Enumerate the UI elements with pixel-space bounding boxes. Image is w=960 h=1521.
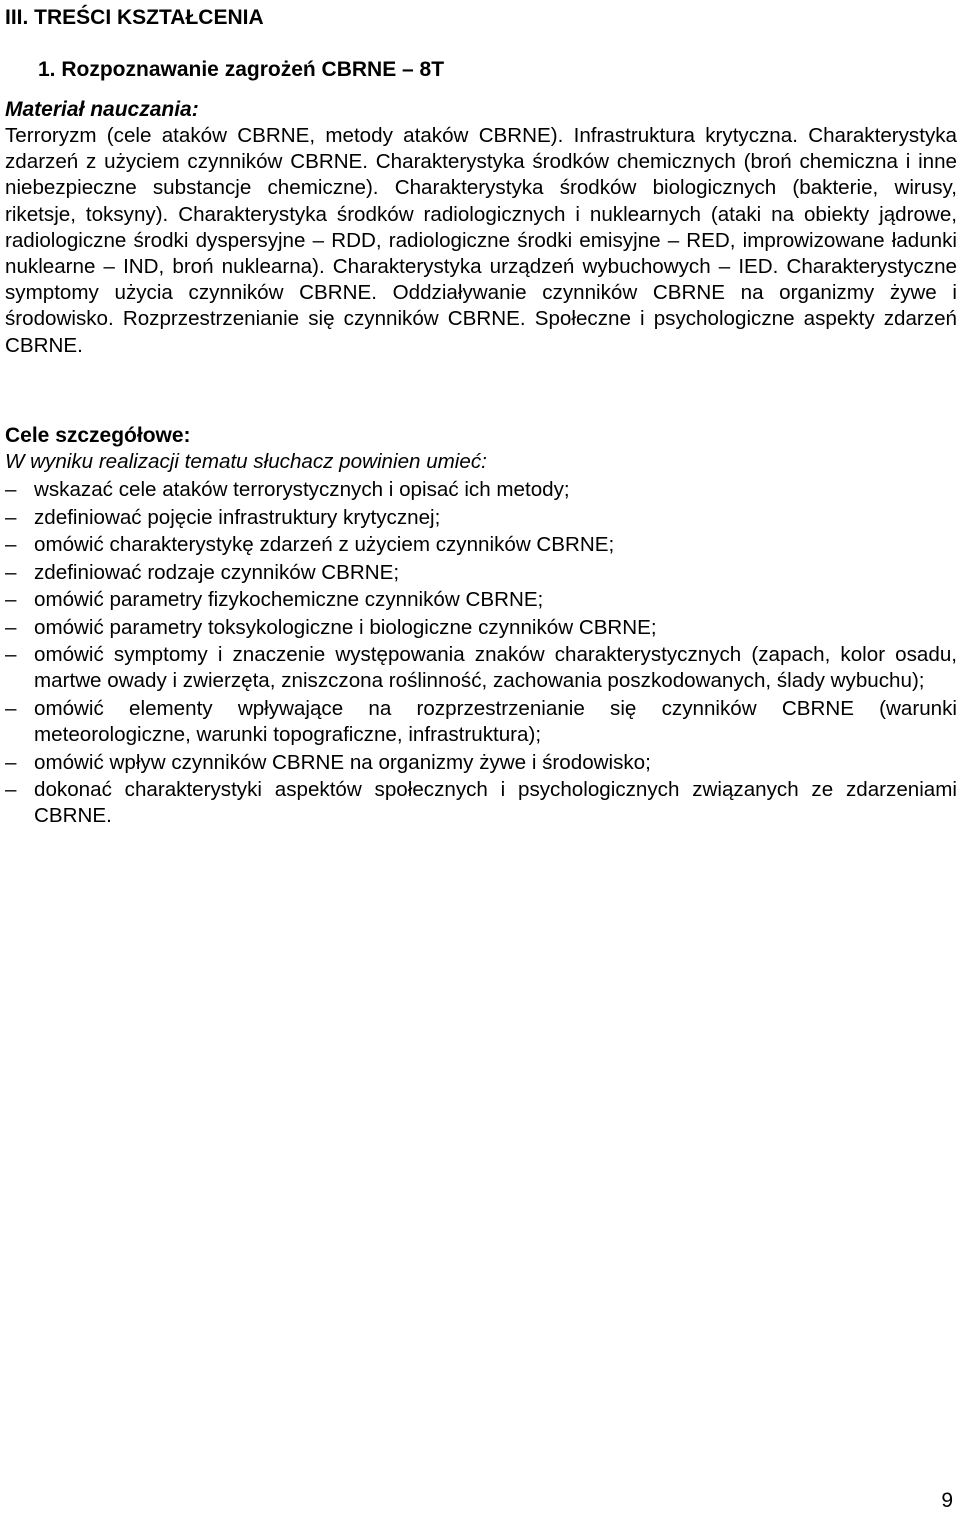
objectives-list bbox=[5, 477, 957, 829]
section-heading: III. TREŚCI KSZTAŁCENIA bbox=[5, 6, 264, 29]
objective-text: omówić wpływ czynników CBRNE na organizmy żywe i środowisko; bbox=[34, 750, 651, 774]
dash-bullet-icon: – bbox=[5, 778, 17, 802]
dash-bullet-icon: – bbox=[5, 588, 17, 612]
dash-bullet-icon: – bbox=[5, 615, 17, 639]
objectives-intro: W wyniku realizacji tematu słuchacz powinien umieć: bbox=[5, 449, 487, 473]
objective-item bbox=[5, 615, 957, 641]
objective-item bbox=[5, 587, 957, 613]
objective-item bbox=[5, 505, 957, 531]
objective-item bbox=[5, 560, 957, 586]
objective-item bbox=[5, 477, 957, 503]
dash-bullet-icon: – bbox=[5, 750, 17, 774]
objective-text: dokonać charakterystyki aspektów społecznych i psychologicznych związanych ze zdarzeniami CBRNE. bbox=[34, 778, 957, 828]
objective-text: omówić elementy wpływające na rozprzestrzenianie się czynników CBRNE (warunki meteorologiczne, warunki topograficzne, infrastruktura); bbox=[34, 696, 957, 747]
dash-bullet-icon: – bbox=[5, 560, 17, 584]
material-text: Terroryzm (cele ataków CBRNE, metody ataków CBRNE). Infrastruktura krytyczna. Charakterystyka zdarzeń z użyciem czynników CBRNE. Charakterystyka środków chemicznych (broń chemiczna i inne niebezpieczne substancje chemiczne). Charakterystyka środków biologicznych (bakterie, wirusy, riketsje, toksyny). Charakterystyka środków radiologicznych i nuklearnych (ataki na obiekty jądrowe, radiologiczne środki dyspersyjne – RDD, radiologiczne środki emisyjne – RED, improwizowane ładunki nuklearne – IND, broń nuklearna). Charakterystyka urządzeń wybuchowych – IED. Charakterystyczne symptomy użycia czynników CBRNE. Oddziaływanie czynników CBRNE na organizmy żywe i środowisko. Rozprzestrzenianie się czynników CBRNE. Społeczne i psychologiczne aspekty zdarzeń CBRNE. bbox=[5, 124, 957, 357]
objectives-label: Cele szczegółowe: bbox=[5, 423, 191, 447]
document-page bbox=[5, 4, 957, 831]
subsection-heading: 1. Rozpoznawanie zagrożeń CBRNE – 8T bbox=[38, 58, 445, 81]
objective-text: omówić parametry fizykochemiczne czynników CBRNE; bbox=[34, 588, 544, 612]
objective-item bbox=[5, 696, 957, 748]
objective-item bbox=[5, 777, 957, 829]
objective-text: omówić parametry toksykologiczne i biologiczne czynników CBRNE; bbox=[34, 615, 657, 639]
objective-item bbox=[5, 532, 957, 558]
material-label: Materiał nauczania: bbox=[5, 98, 199, 121]
objective-text: omówić charakterystykę zdarzeń z użyciem czynników CBRNE; bbox=[34, 533, 615, 557]
dash-bullet-icon: – bbox=[5, 505, 17, 529]
objective-text: omówić symptomy i znaczenie występowania znaków charakterystycznych (zapach, kolor osadu, martwe owady i zwierzęta, zniszczona roślinność, zachowania poszkodowanych, ślady wybuchu); bbox=[34, 643, 957, 693]
dash-bullet-icon: – bbox=[5, 478, 17, 502]
page-number: 9 bbox=[941, 1489, 953, 1512]
dash-bullet-icon: – bbox=[5, 533, 17, 557]
objective-text: wskazać cele ataków terrorystycznych i opisać ich metody; bbox=[34, 478, 570, 502]
objective-text: zdefiniować pojęcie infrastruktury krytycznej; bbox=[34, 505, 441, 529]
objective-item bbox=[5, 750, 957, 776]
dash-bullet-icon: – bbox=[5, 643, 17, 667]
objective-text: zdefiniować rodzaje czynników CBRNE; bbox=[34, 560, 400, 584]
dash-bullet-icon: – bbox=[5, 696, 17, 720]
objective-item bbox=[5, 642, 957, 694]
